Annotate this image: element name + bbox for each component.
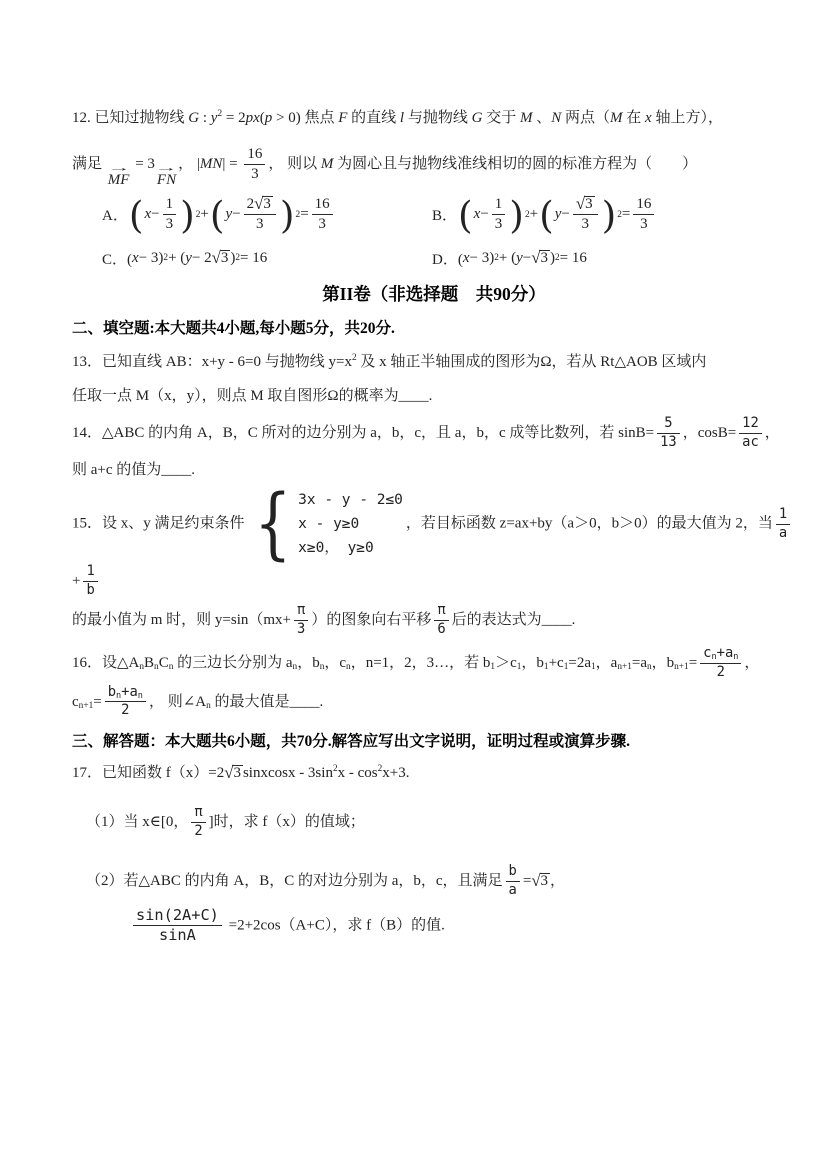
fraction-numerator: 16 — [312, 196, 333, 215]
radical-sign-icon: √ — [254, 194, 264, 214]
q12-text-line1: 12. 已知过抛物线 G : $y^2 = 2px(p > 0)$ 焦点 F 的直线 l 与抛物线 G 交于 M 、N 两点（M 在 x 轴上方）， — [72, 108, 723, 126]
radicand: 3 — [233, 765, 241, 782]
math-radical — [531, 870, 550, 890]
q14-text-line1: 14．△ABC 的内角 A，B，C 所对的边分别为 a，b，c，且 a，b，c 成等比数列，若 sinB= $\frac{5}{13}$ ，cosB= $\frac{12}{ac}$ ， — [72, 414, 780, 450]
math-subscript: n — [733, 651, 739, 662]
math-subscript: n+1 — [617, 661, 632, 672]
radical-sign-icon: √ — [211, 247, 221, 267]
fraction-denominator: 3 — [318, 216, 326, 233]
fraction-denominator: 3 — [581, 216, 589, 233]
math-subscript: 1 — [516, 661, 522, 672]
system-line: 3x - y - 2≤0 — [298, 492, 403, 509]
math-italic: y — [210, 110, 218, 126]
fraction-denominator: 3 — [494, 216, 503, 233]
math-subscript: n — [154, 661, 159, 672]
math-italic: x — [473, 206, 481, 223]
radical-sign-icon: √ — [531, 870, 541, 890]
math-fraction — [312, 196, 333, 234]
section3-header: 三、解答题：本大题共6小题，共70分.解答应写出文字说明，证明过程或演算步骤. — [72, 733, 631, 751]
radicand: 3 — [220, 249, 229, 266]
math-fraction — [506, 864, 520, 899]
math-italic: px — [245, 110, 260, 126]
fraction-numerator — [573, 196, 598, 215]
math-italic: G — [471, 110, 483, 126]
math-italic: M — [320, 156, 334, 173]
q16-text-line1: 16．设$\triangle A_nB_nC_n$ 的三边长分别为 $a_n$，$b_n$，$c_n$，n=1，2，3…，若 $b_1>c_1$，$b_1+c_1=2a_1$，$a_{n+1}=a_n$，$b_{n+1}=$ $\frac{c_n+a_n}{2}$ ， — [72, 644, 760, 680]
fraction-denominator: 3 — [251, 166, 259, 183]
math-italic: G — [188, 110, 200, 126]
math-superscript: 2 — [332, 764, 338, 775]
fraction-numerator: 1 — [83, 564, 97, 582]
math-italic: p — [264, 110, 273, 126]
math-subscript: n — [116, 690, 122, 701]
fraction-denominator: 6 — [437, 620, 446, 637]
math-fraction — [133, 907, 222, 945]
fraction-denominator: 3 — [256, 216, 264, 233]
math-subscript: n — [319, 661, 325, 672]
math-subscript: n — [137, 690, 143, 701]
math-superscript: 2 — [351, 352, 357, 363]
math-fraction — [434, 603, 448, 638]
q12-options-row-cd — [72, 248, 796, 269]
fraction-numerator: 1 — [163, 196, 177, 215]
math-fraction — [573, 196, 598, 234]
math-italic: F — [338, 110, 348, 126]
fraction-numerator: π — [434, 603, 448, 621]
system-lines — [298, 491, 403, 558]
math-fraction — [739, 416, 762, 451]
fraction-denominator: a — [508, 881, 517, 898]
math-fraction — [294, 603, 308, 638]
q12-text-line2: 满足 → MF = 3 → FN ， |MN| = $\frac{16}{3}$ ， 则以 M 为圆心且与抛物线准线相切的圆的标准方程为（ ） — [72, 146, 698, 189]
math-italic: M — [519, 110, 533, 126]
vector-body: FN — [156, 172, 177, 189]
math-vector — [154, 163, 178, 189]
math-superscript: 2 — [377, 764, 383, 775]
math-fraction — [657, 416, 680, 451]
math-italic: N — [551, 110, 562, 126]
radicand: 3 — [540, 872, 549, 889]
math-subscript: n — [346, 661, 351, 672]
q14-text-line2: 则 a+c 的值为____. — [72, 462, 196, 479]
q15-text-line1: 15．设 x、y 满足约束条件 { 3x - y - 2≤0 x - y≥0 x≥0， y≥0 ，若目标函数 z=ax+by（a＞0，b＞0）的最大值为 2，当 $\frac{1}{a}$ + $\frac{1}{b}$ — [72, 486, 796, 601]
fraction-denominator: 3 — [165, 216, 174, 233]
fraction-numerator: $c_n+a_n$ — [700, 646, 741, 664]
math-superscript: 2 — [217, 108, 223, 119]
fraction-denominator: b — [86, 582, 95, 599]
math-subscript: n — [139, 661, 145, 672]
fraction-numerator: $b_n+a_n$ — [105, 685, 146, 703]
math-fraction — [244, 196, 276, 234]
q12-option-a: A． ( x − $\frac{1}{3}$ ) 2 + ( y − 2 √ 3 3 ) 2 = $\frac{16}{3}$ — [102, 194, 432, 236]
vector-body: MF — [107, 172, 130, 189]
math-fraction — [244, 146, 265, 184]
radical-sign-icon: √ — [531, 247, 541, 267]
fraction-numerator: 1 — [776, 507, 790, 525]
math-subscript: n — [292, 661, 298, 672]
math-radical — [254, 196, 273, 213]
fraction-numerator: 5 — [657, 416, 680, 434]
vector-arrow-icon: → — [107, 163, 131, 175]
math-italic: y — [554, 206, 562, 223]
math-subscript: 1 — [490, 661, 496, 672]
math-radical — [531, 247, 550, 267]
math-radical — [211, 247, 231, 267]
fraction-denominator: 2 — [716, 663, 725, 680]
math-fraction — [633, 196, 654, 234]
fraction-denominator: a — [778, 524, 788, 541]
fraction-numerator: 2 √ 3 — [244, 196, 276, 215]
radicand: 3 — [585, 196, 593, 213]
fraction-denominator: 3 — [640, 216, 648, 233]
math-italic: y — [225, 206, 233, 223]
math-subscript: 1 — [543, 661, 549, 672]
fraction-numerator: 12 — [739, 416, 762, 434]
q12-option-c: C．( x − 3) 2 + ( y − 2 √ 3 ) 2 = 16 — [102, 247, 268, 268]
section2-header: 二、填空题:本大题共4小题,每小题5分，共20分. — [72, 319, 395, 337]
inequality-system — [248, 479, 403, 570]
math-italic: x — [462, 249, 470, 266]
q17-part2: （2）若△ABC 的内角 A，B，C 的对边分别为 a，b，c，且满足 $\frac{b}{a}$ = √ 3 ， — [86, 863, 566, 898]
fraction-numerator: 1 — [492, 196, 506, 215]
vector-arrow-icon: → — [154, 163, 178, 175]
math-subscript: n — [206, 700, 211, 711]
math-subscript: 1 — [563, 661, 569, 672]
radical-sign-icon: √ — [224, 763, 234, 783]
math-italic: l — [399, 110, 405, 126]
fraction-numerator: π — [191, 805, 205, 823]
fraction-numerator: sin(2A+C) — [133, 907, 222, 927]
q17-part1: （1）当 x∈[0， $\frac{\pi}{2}$ ]时，求 f（x）的值域； — [86, 804, 365, 840]
fraction-denominator: 2 — [121, 702, 130, 719]
math-italic: x — [132, 249, 139, 266]
math-subscript: n+1 — [78, 700, 94, 711]
radicand: 3 — [263, 196, 271, 213]
q13-text-line1: 13．已知直线 AB：x+y - 6=0 与抛物线 $y=x^2$ 及 x 轴正半轴围成的图形为Ω，若从 Rt△AOB 区域内 — [72, 352, 707, 370]
q12-options-row-ab — [72, 194, 796, 236]
fraction-denominator: 2 — [194, 823, 203, 840]
math-italic: M — [610, 110, 623, 126]
fraction-denominator: 3 — [297, 620, 306, 637]
q17-part2-equation: $\frac{\sin(2A+C)}{\sin A}$ =2+2cos（A+C），求 f（B）的值. — [130, 905, 796, 947]
fraction-denominator: sinA — [159, 926, 196, 945]
math-italic: MN — [199, 156, 223, 173]
math-italic: y — [516, 249, 523, 266]
fraction-numerator: b — [506, 864, 520, 882]
math-italic: y — [185, 249, 192, 266]
system-line: x≥0， y≥0 — [298, 539, 374, 556]
q16-text-line2: $c_{n+1}=$ $\frac{b_n+a_n}{2}$ ， 则$\angle A_n$ 的最大值是____. — [72, 683, 324, 719]
math-fraction — [83, 564, 97, 599]
q15-text-line2: 的最小值为 m 时，则 y=sin（mx+ $\frac{\pi}{3}$ ）的图象向右平移 $\frac{\pi}{6}$ 后的表达式为____. — [72, 602, 576, 637]
radicand: 3 — [540, 249, 548, 266]
fraction-denominator: ac — [742, 433, 759, 450]
math-subscript: n+1 — [674, 661, 689, 672]
math-subscript: 1 — [590, 661, 596, 672]
math-fraction — [776, 507, 790, 542]
math-italic: x — [144, 206, 152, 223]
q12-option-d: D．( x − 3) 2 + ( y − √ 3 ) 2 = 16 — [432, 247, 587, 268]
math-subscript: n — [711, 651, 717, 662]
fraction-denominator: 13 — [660, 433, 677, 450]
math-radical — [576, 196, 595, 213]
q12-option-b: B． ( x − $\frac{1}{3}$ ) 2 + ( y − √ 3 3 ) 2 = $\frac{16}{3}$ — [432, 194, 657, 236]
q17-text-line1: 17．已知函数 f（x）=2 √ 3 sinxcosx - $3\sin^2x - \cos^2x+3$. — [72, 763, 410, 783]
part2-header: 第II卷（非选择题 共90分） — [322, 283, 546, 304]
math-fraction — [700, 646, 741, 681]
radical-sign-icon: √ — [575, 194, 586, 214]
fraction-numerator: 16 — [633, 196, 654, 215]
system-brace-icon: { — [253, 479, 291, 570]
math-radical — [224, 765, 243, 782]
math-subscript: n — [168, 661, 174, 672]
fraction-numerator: π — [294, 603, 308, 621]
fraction-numerator: 16 — [244, 146, 265, 165]
math-fraction — [492, 196, 506, 234]
math-italic: x — [645, 110, 652, 126]
math-fraction — [191, 805, 205, 840]
math-fraction — [163, 196, 177, 234]
math-fraction — [105, 685, 146, 720]
math-vector — [108, 165, 130, 188]
system-line: x - y≥0 — [298, 515, 360, 532]
math-subscript: n — [646, 661, 652, 672]
q13-text-line2: 任取一点 M（x，y），则点 M 取自图形Ω的概率为____. — [72, 387, 433, 404]
